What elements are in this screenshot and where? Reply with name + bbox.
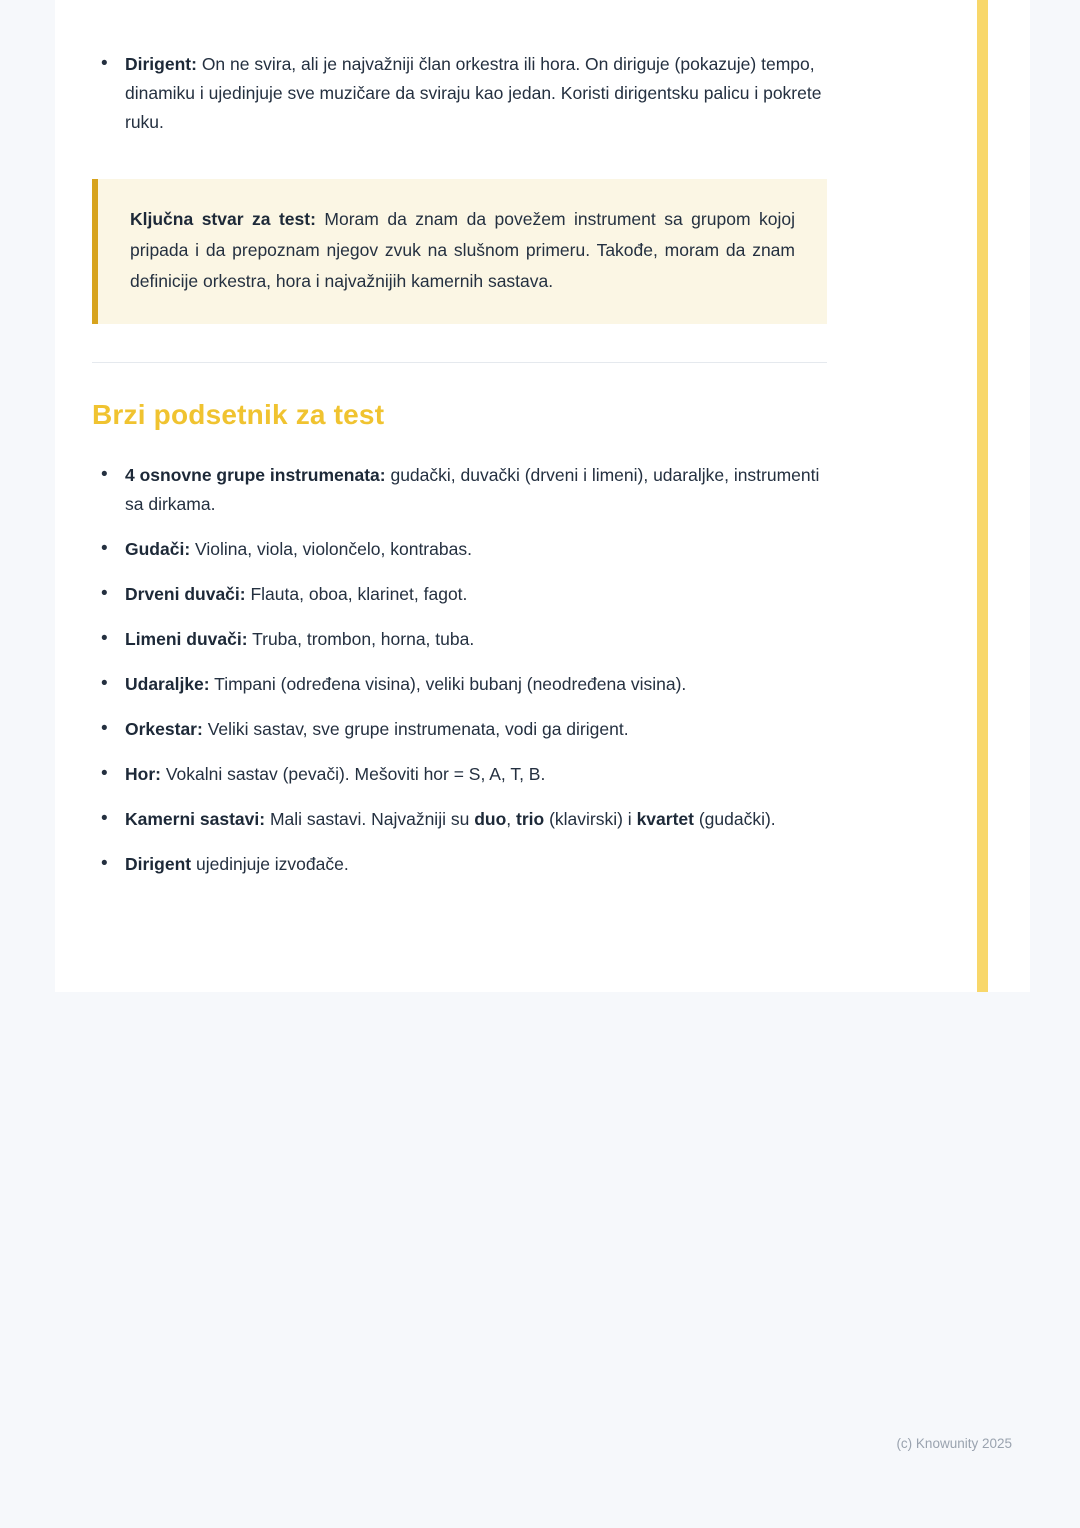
summary-list bbox=[92, 461, 827, 879]
list-item: • Kamerni sastavi: Mali sastavi. Najvažniji su duo, trio (klavirski) i kvartet (gudački). bbox=[92, 805, 827, 834]
callout-text: Ključna stvar za test: Moram da znam da povežem instrument sa grupom kojoj pripada i da prepoznam njegov zvuk na slušnom primeru. Takođe, moram da znam definicije orkestra, hora i najvažnijih kamernih sastava. bbox=[130, 209, 795, 291]
copyright-footer: (c) Knowunity 2025 bbox=[896, 1436, 1012, 1451]
notes-card bbox=[55, 0, 1030, 992]
list-item: • 4 osnovne grupe instrumenata: gudački, duvački (drveni i limeni), udaraljke, instrumenti sa dirkama. bbox=[92, 461, 827, 519]
list-item: • Dirigent ujedinjuje izvođače. bbox=[92, 850, 827, 879]
section-divider bbox=[92, 362, 827, 363]
list-item: • Gudači: Violina, viola, violončelo, kontrabas. bbox=[92, 535, 827, 564]
list-item: • Udaraljke: Timpani (određena visina), veliki bubanj (neodređena visina). bbox=[92, 670, 827, 699]
list-item-dirigent: • Dirigent: On ne svira, ali je najvažniji član orkestra ili hora. On diriguje (pokazuje) tempo, dinamiku i ujedinjuje sve muzičare da sviraju kao jedan. Koristi dirigentsku palicu i pokrete ruku. bbox=[92, 50, 827, 137]
section-title: Brzi podsetnik za test bbox=[92, 399, 385, 430]
list-item: • Hor: Vokalni sastav (pevači). Mešoviti hor = S, A, T, B. bbox=[92, 760, 827, 789]
list-item: • Orkestar: Veliki sastav, sve grupe instrumenata, vodi ga dirigent. bbox=[92, 715, 827, 744]
list-item: • Drveni duvači: Flauta, oboa, klarinet, fagot. bbox=[92, 580, 827, 609]
list-item: • Limeni duvači: Truba, trombon, horna, tuba. bbox=[92, 625, 827, 654]
card-content bbox=[55, 0, 827, 879]
accent-stripe bbox=[977, 0, 988, 992]
key-note-callout bbox=[92, 179, 827, 324]
